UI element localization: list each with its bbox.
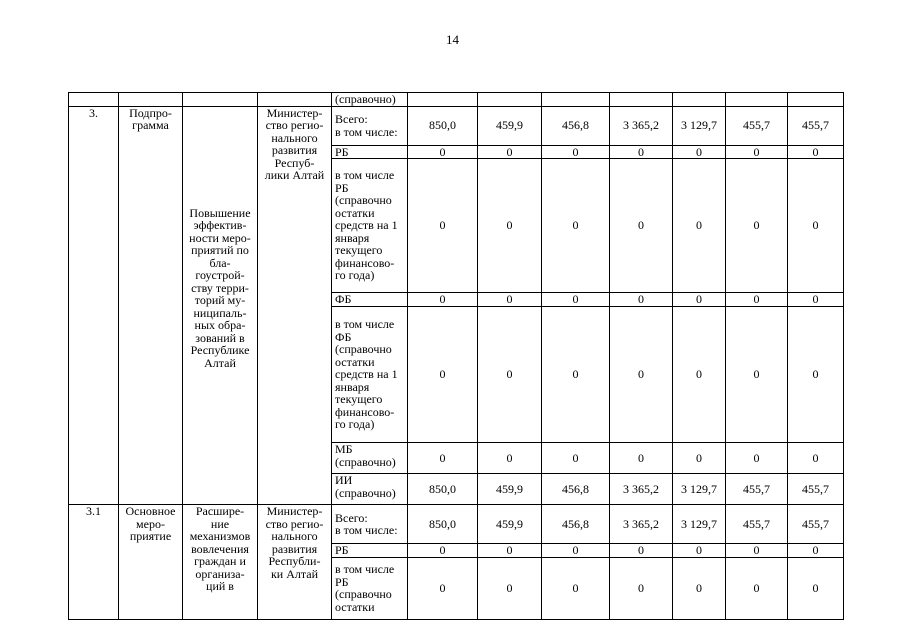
row-number: 3. [69,106,119,505]
value-cell: 0 [673,293,726,307]
value-cell: 456,8 [542,474,610,505]
value-cell: 3 365,2 [610,106,673,145]
value-cell: 0 [788,557,844,619]
value-cell: 0 [610,544,673,558]
value-cell: 3 129,7 [673,505,726,544]
funding-source: (справочно) [332,93,408,107]
value-cell: 850,0 [408,106,478,145]
funding-source: РБ [332,544,408,558]
value-cell: 0 [610,159,673,293]
value-cell: 456,8 [542,505,610,544]
value-cell: 459,9 [478,474,542,505]
value-cell: 850,0 [408,474,478,505]
value-cell: 0 [726,293,788,307]
value-cell: 0 [673,557,726,619]
table-row [69,505,844,544]
value-cell: 0 [726,443,788,474]
program-name: Повышение эффектив- ности меро- приятий по бла- гоустрой- ству терри- торий му- ниципаль- ных обра- зований в Республике Алтай [183,106,258,505]
value-cell: 0 [673,443,726,474]
value-cell: 0 [408,307,478,443]
value-cell: 3 129,7 [673,474,726,505]
program-status: Основное меро- приятие [119,505,183,620]
funding-source: в том числе РБ (справочно остатки средств на 1 января текущего финансово- го года) [332,159,408,293]
value-cell: 0 [408,557,478,619]
value-cell: 0 [726,159,788,293]
value-cell: 0 [788,443,844,474]
value-cell: 455,7 [788,106,844,145]
value-cell: 0 [788,145,844,159]
value-cell: 0 [408,293,478,307]
table-row [69,106,844,145]
value-cell: 459,9 [478,106,542,145]
budget-table [68,92,844,620]
value-cell: 0 [542,544,610,558]
value-cell: 850,0 [408,505,478,544]
value-cell: 3 129,7 [673,106,726,145]
value-cell: 456,8 [542,106,610,145]
value-cell: 0 [610,307,673,443]
program-status: Подпро- грамма [119,106,183,505]
value-cell: 0 [408,443,478,474]
responsible-executor: Министер- ство регио- нального развития Респуб- лики Алтай [258,106,332,505]
row-number: 3.1 [69,505,119,620]
value-cell: 3 365,2 [610,474,673,505]
value-cell: 0 [788,159,844,293]
value-cell: 0 [542,159,610,293]
value-cell: 0 [542,307,610,443]
value-cell: 455,7 [788,505,844,544]
value-cell: 0 [673,307,726,443]
funding-source: в том числе ФБ (справочно остатки средств на 1 января текущего финансово- го года) [332,307,408,443]
responsible-executor: Министер- ство регио- нального развития Республи- ки Алтай [258,505,332,620]
program-name: Расшире- ние механизмов вовлечения граждан и организа- ций в [183,505,258,620]
value-cell: 459,9 [478,505,542,544]
value-cell: 0 [673,544,726,558]
value-cell: 0 [788,293,844,307]
value-cell: 0 [610,145,673,159]
value-cell: 0 [478,293,542,307]
value-cell: 0 [610,557,673,619]
value-cell: 0 [610,443,673,474]
value-cell: 0 [610,293,673,307]
value-cell: 0 [542,443,610,474]
funding-source: ИИ (справочно) [332,474,408,505]
value-cell: 0 [542,145,610,159]
value-cell: 0 [408,544,478,558]
value-cell: 0 [478,145,542,159]
value-cell: 3 365,2 [610,505,673,544]
value-cell: 0 [726,544,788,558]
value-cell: 0 [478,159,542,293]
value-cell: 455,7 [726,505,788,544]
funding-source: Всего: в том числе: [332,106,408,145]
funding-source: РБ [332,145,408,159]
value-cell: 0 [542,293,610,307]
value-cell: 455,7 [726,474,788,505]
value-cell: 0 [673,159,726,293]
value-cell: 0 [408,145,478,159]
value-cell: 0 [478,544,542,558]
table-row [69,93,844,107]
value-cell: 0 [673,145,726,159]
value-cell: 0 [478,557,542,619]
value-cell: 0 [478,307,542,443]
value-cell: 0 [478,443,542,474]
value-cell: 455,7 [726,106,788,145]
value-cell: 0 [726,145,788,159]
value-cell: 0 [788,307,844,443]
value-cell: 0 [788,544,844,558]
value-cell: 0 [726,307,788,443]
funding-source: в том числе РБ (справочно остатки [332,557,408,619]
funding-source: Всего: в том числе: [332,505,408,544]
value-cell: 0 [726,557,788,619]
value-cell: 0 [408,159,478,293]
funding-source: ФБ [332,293,408,307]
value-cell: 0 [542,557,610,619]
value-cell: 455,7 [788,474,844,505]
page-number: 14 [446,32,459,47]
funding-source: МБ (справочно) [332,443,408,474]
